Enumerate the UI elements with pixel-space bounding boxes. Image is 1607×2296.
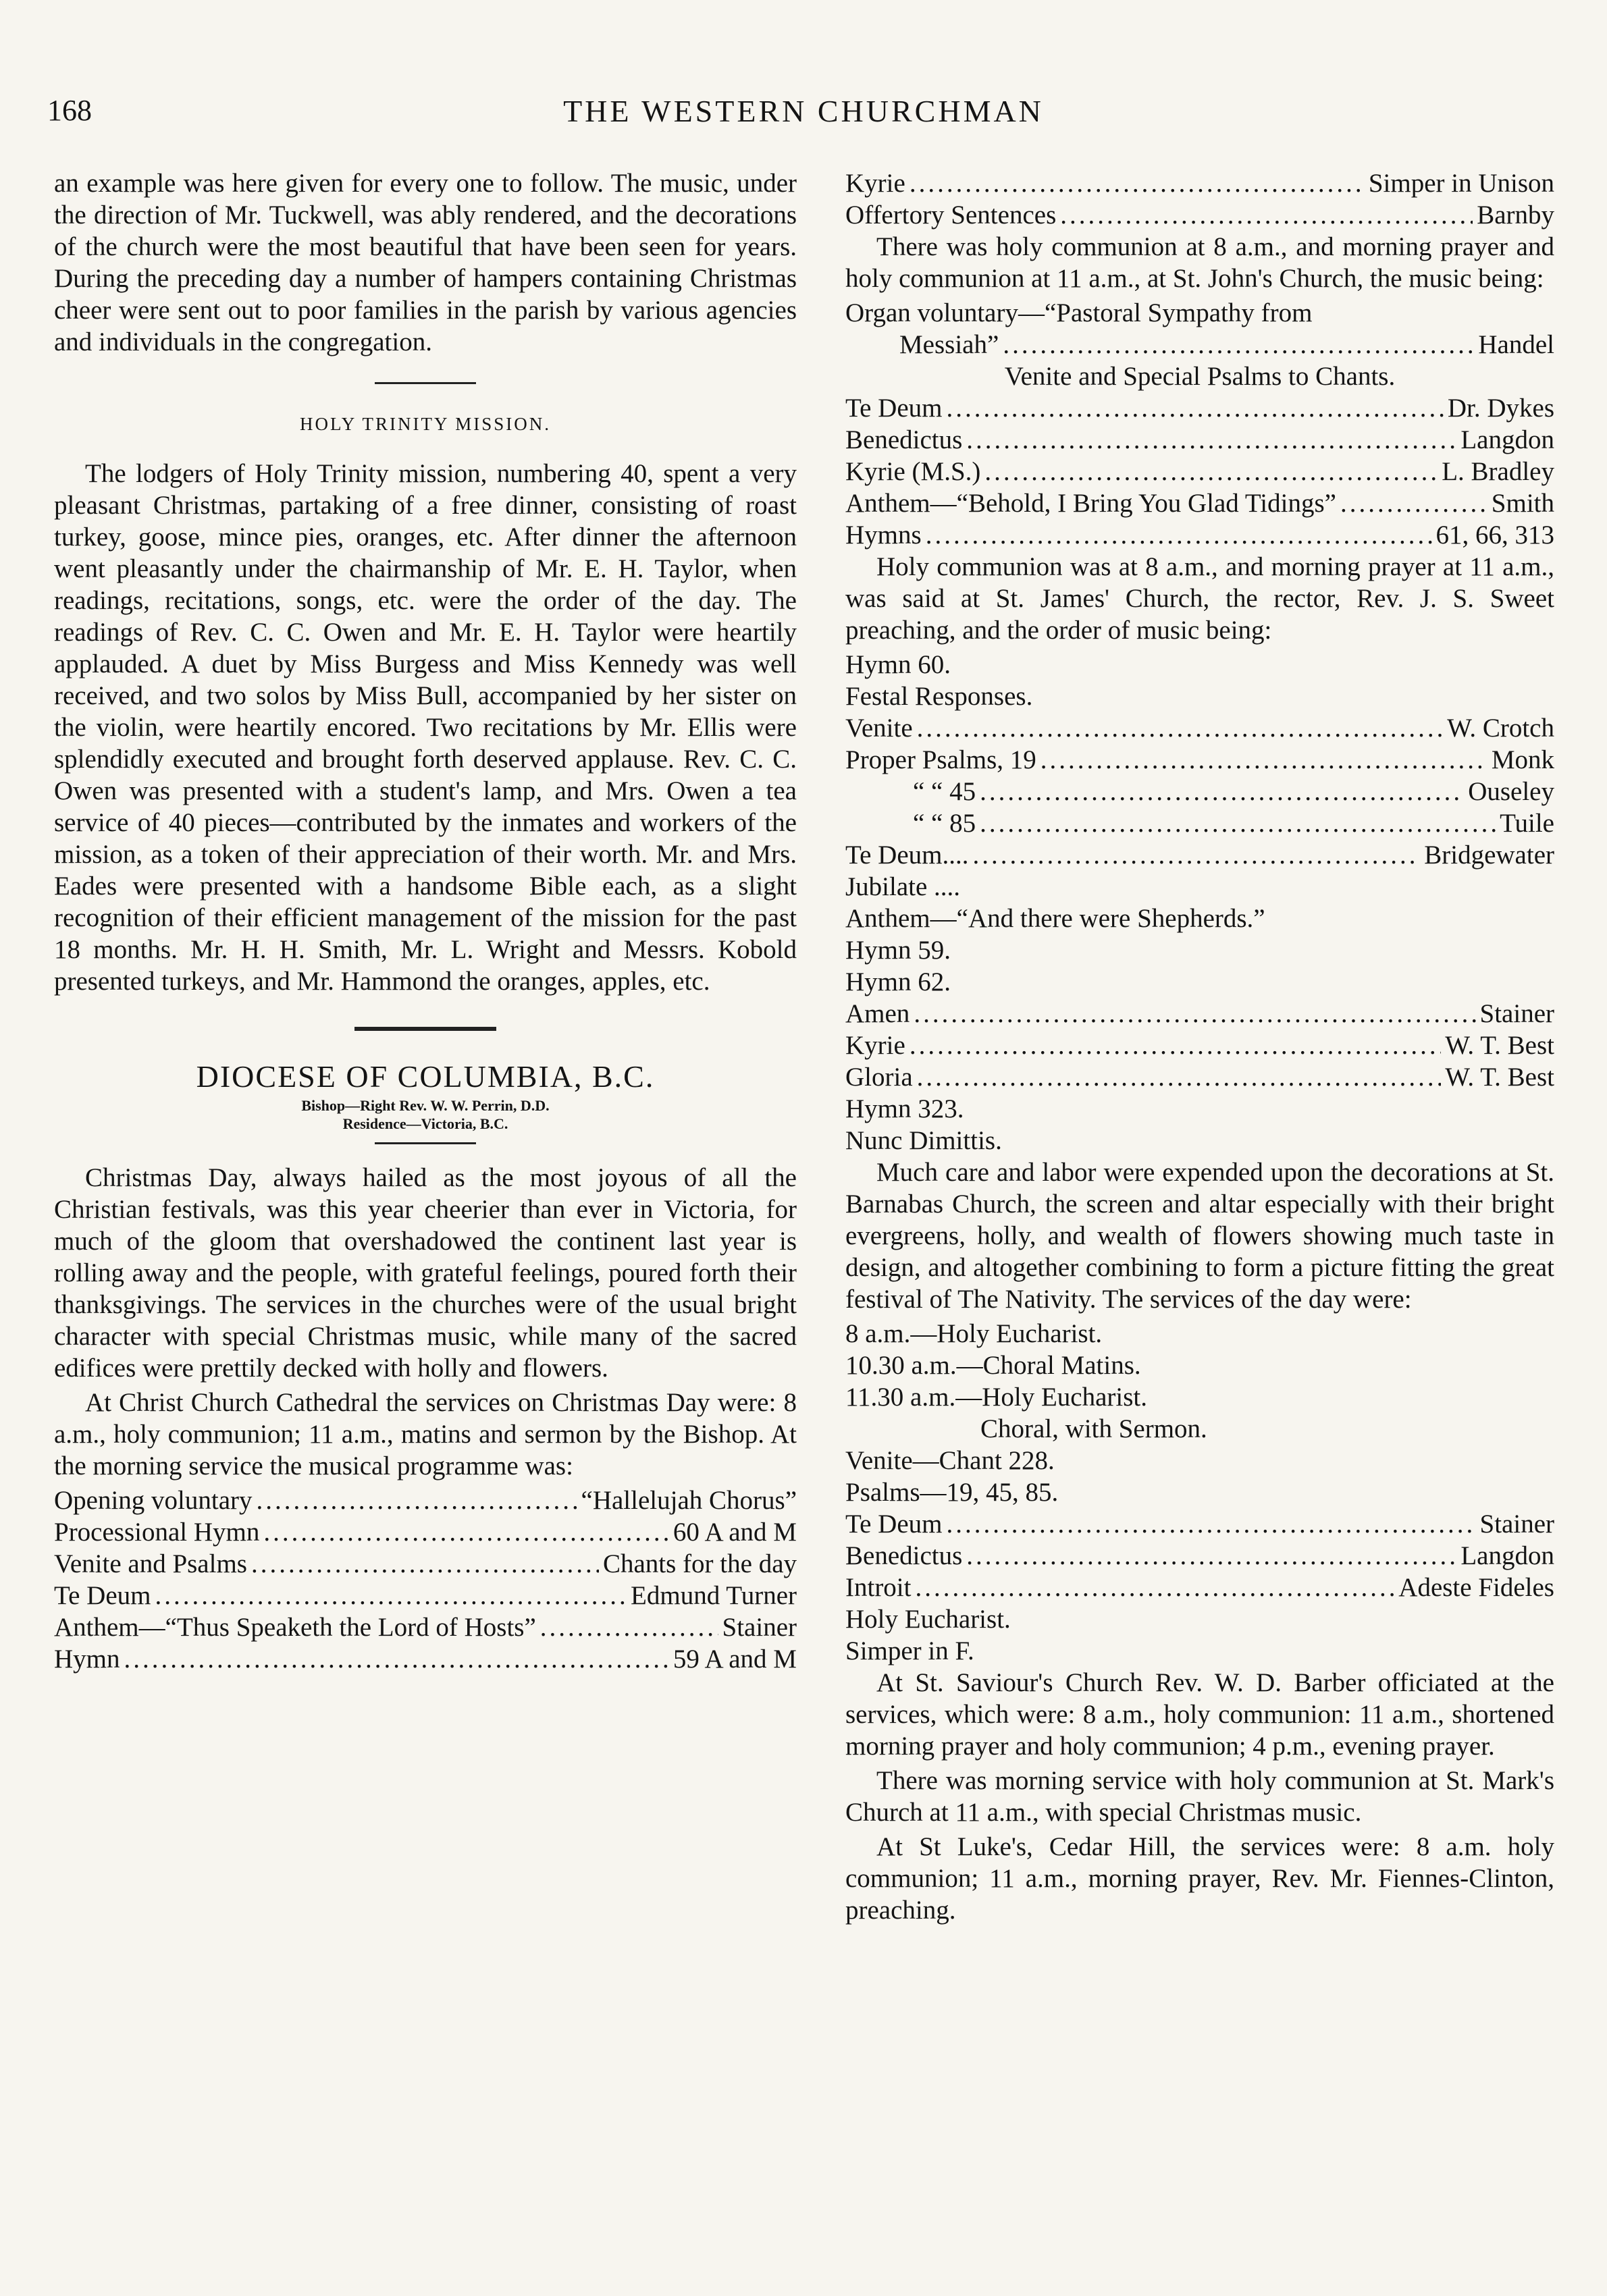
programme-row: Venite ..... W. Crotch <box>845 712 1554 744</box>
festal-responses-line: Festal Responses. <box>845 682 1033 711</box>
venite-chants-line: Venite and Special Psalms to Chants. <box>1004 362 1396 391</box>
cathedral-programme <box>54 1485 797 1675</box>
choral-sermon-line: Choral, with Sermon. <box>980 1414 1207 1443</box>
service-line: 11.30 a.m.—Holy Eucharist. <box>845 1383 1147 1412</box>
st-james-paragraph: Holy communion was at 8 a.m., and morning prayer at 11 a.m., was said at St. James' Church, the rector, Rev. J. S. Sweet preaching, and the order of music being: <box>845 552 1554 645</box>
bishop-line: Bishop—Right Rev. W. W. Perrin, D.D. <box>301 1097 550 1114</box>
programme-row: Hymn ..... 59 A and M <box>54 1643 797 1675</box>
christmas-paragraph: Christmas Day, always hailed as the most joyous of all the Christian festivals, was this year cheerier than ever in Victoria, for much of the gloom that overshadowed the continent last year is rolling away and the people, with grateful feelings, poured forth their thanksgivings. The services in the churches were of the usual bright character with special Christmas music, while many of the sacred edifices were prettily decked with holly and flowers. <box>54 1163 797 1383</box>
programme-row: Kyrie ..... W. T. Best <box>845 1030 1554 1061</box>
hymn-line: Hymn 62. <box>845 967 951 996</box>
programme-row: Kyrie (M.S.) ..... L. Bradley <box>845 456 1554 487</box>
jubilate-line: Jubilate .... <box>845 872 961 901</box>
service-line: 10.30 a.m.—Choral Matins. <box>845 1351 1141 1380</box>
programme-row: Te Deum.... ..... Bridgewater <box>845 839 1554 871</box>
programme-row: Benedictus ..... Langdon <box>845 424 1554 456</box>
mission-heading: HOLY TRINITY MISSION. <box>299 414 552 434</box>
residence-line: Residence—Victoria, B.C. <box>342 1115 508 1132</box>
page-header <box>47 93 1560 140</box>
service-line: 8 a.m.—Holy Eucharist. <box>845 1319 1103 1348</box>
st-marks-paragraph: There was morning service with holy communion at St. Mark's Church at 11 a.m., with special Christmas music. <box>845 1766 1554 1827</box>
anthem-line: Anthem—“And there were Shepherds.” <box>845 904 1265 933</box>
cathedral-paragraph: At Christ Church Cathedral the services on Christmas Day were: 8 a.m., holy communion; 11 a.m., matins and sermon by the Bishop. At the morning service the musical programme was: <box>54 1388 797 1480</box>
programme-row: Te Deum ..... Edmund Turner <box>54 1580 797 1611</box>
section-divider <box>375 382 476 384</box>
simper-line: Simper in F. <box>845 1636 974 1665</box>
diocese-title: DIOCESE OF COLUMBIA, B.C. <box>196 1059 655 1094</box>
programme-row: Opening voluntary ..... “Hallelujah Chorus” <box>54 1485 797 1516</box>
programme-row: “ “ 45 ..... Ouseley <box>845 776 1554 807</box>
hymn-line: Hymn 323. <box>845 1094 964 1123</box>
running-title: THE WESTERN CHURCHMAN <box>563 94 1044 128</box>
section-divider <box>354 1027 496 1031</box>
left-column <box>54 167 797 1675</box>
nunc-dimittis-line: Nunc Dimittis. <box>845 1126 1002 1155</box>
programme-row: Anthem—“Thus Speaketh the Lord of Hosts” ..... Stainer <box>54 1611 797 1643</box>
programme-row: Te Deum ..... Stainer <box>845 1508 1554 1540</box>
st-barnabas-paragraph: Much care and labor were expended upon the decorations at St. Barnabas Church, the screen and altar especially with their bright evergreens, holly, and wealth of flowers showing much taste in design, and altogether combining to form a picture fitting the great festival of The Nativity. The services of the day were: <box>845 1158 1554 1314</box>
st-johns-paragraph: There was holy communion at 8 a.m., and morning prayer and holy communion at 11 a.m., at St. John's Church, the music being: <box>845 232 1554 293</box>
hymn-line: Hymn 60. <box>845 650 951 679</box>
programme-row: Hymns ..... 61, 66, 313 <box>845 519 1554 551</box>
programme-row: Amen ..... Stainer <box>845 998 1554 1030</box>
continued-paragraph: an example was here given for every one to follow. The music, under the direction of Mr. Tuckwell, was ably rendered, and the decorations of the church were the most beautiful that have been seen for years. During the preceding day a number of hampers containing Christmas cheer were sent out to poor families in the parish by various agencies and individuals in the congregation. <box>54 169 797 356</box>
organ-voluntary-line: Organ voluntary—“Pastoral Sympathy from <box>845 298 1313 327</box>
page-number: 168 <box>47 94 92 127</box>
programme-row: Gloria ..... W. T. Best <box>845 1061 1554 1093</box>
programme-row: Proper Psalms, 19 ..... Monk <box>845 744 1554 776</box>
st-lukes-paragraph: At St Luke's, Cedar Hill, the services were: 8 a.m. holy communion; 11 a.m., morning prayer, Rev. Mr. Fiennes-Clinton, preaching. <box>845 1832 1554 1925</box>
right-column <box>845 167 1554 1929</box>
programme-row: Kyrie ..... Simper in Unison <box>845 167 1554 199</box>
programme-row: Venite and Psalms ..... Chants for the day <box>54 1548 797 1580</box>
programme-row: Te Deum ..... Dr. Dykes <box>845 392 1554 424</box>
hymn-line: Hymn 59. <box>845 936 951 965</box>
programme-row: Processional Hymn ..... 60 A and M <box>54 1516 797 1548</box>
programme-row: Messiah” ..... Handel <box>845 329 1554 361</box>
venite-chant-line: Venite—Chant 228. <box>845 1446 1055 1475</box>
programme-row: “ “ 85 ..... Tuile <box>845 807 1554 839</box>
holy-eucharist-line: Holy Eucharist. <box>845 1605 1011 1634</box>
mission-paragraph: The lodgers of Holy Trinity mission, numbering 40, spent a very pleasant Christmas, partaking of a free dinner, consisting of roast turkey, goose, mince pies, oranges, etc. After dinner the afternoon went pleasantly under the chairmanship of Mr. E. H. Taylor, when readings, recitations, songs, etc. were the order of the day. The readings of Rev. C. C. Owen and Mr. E. H. Taylor were heartily applauded. A duet by Miss Burgess and Miss Kennedy was well received, and two solos by Miss Bull, accompanied by her sister on the violin, were heartily encored. Two recitations by Mr. Ellis were splendidly executed and brought forth deserved applause. Rev. C. C. Owen was presented with a student's lamp, and Mrs. Owen a tea service of 40 pieces—contributed by the inmates and workers of the mission, as a token of their appreciation of their worth. Mr. and Mrs. Eades were presented with a handsome Bible each, as a slight recognition of their efficient management of the mission for the past 18 months. Mr. H. H. Smith, Mr. L. Wright and Messrs. Kobold presented turkeys, and Mr. Hammond the oranges, apples, etc. <box>54 459 797 996</box>
programme-row: Offertory Sentences ..... Barnby <box>845 199 1554 231</box>
st-saviours-paragraph: At St. Saviour's Church Rev. W. D. Barber officiated at the services, which were: 8 a.m., holy communion: 11 a.m., shortened morning prayer and holy communion; 4 p.m., evening prayer. <box>845 1668 1554 1761</box>
programme-row: Benedictus ..... Langdon <box>845 1540 1554 1572</box>
psalms-line: Psalms—19, 45, 85. <box>845 1478 1059 1507</box>
programme-row: Anthem—“Behold, I Bring You Glad Tidings” ..... Smith <box>845 487 1554 519</box>
programme-row: Introit ..... Adeste Fideles <box>845 1572 1554 1603</box>
section-divider <box>375 1142 476 1144</box>
